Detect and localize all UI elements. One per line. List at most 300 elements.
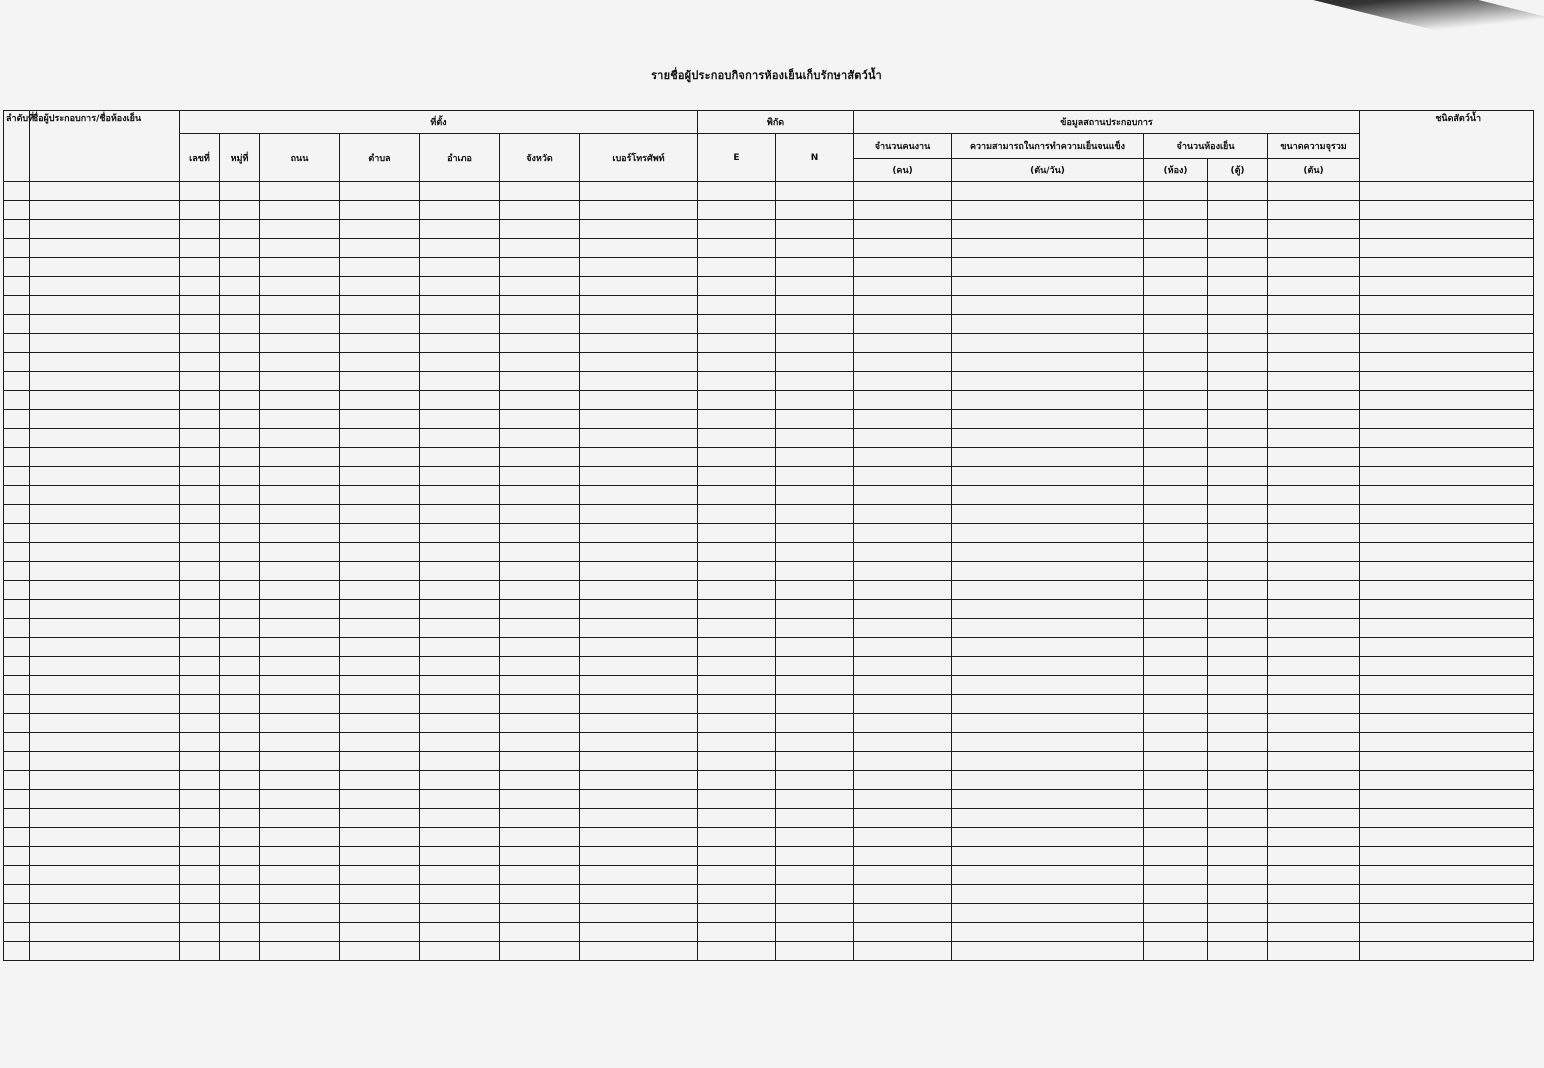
table-cell (1268, 201, 1360, 220)
header-total-size: ขนาดความจุรวม (1268, 134, 1360, 159)
table-cell (1144, 334, 1208, 353)
table-cell (1208, 410, 1268, 429)
table-cell (180, 391, 220, 410)
table-cell (580, 391, 698, 410)
table-cell (420, 429, 500, 448)
table-cell (854, 562, 952, 581)
table-cell (4, 315, 30, 334)
table-cell (30, 277, 180, 296)
table-row (4, 296, 1534, 315)
table-cell (580, 296, 698, 315)
table-cell (698, 714, 776, 733)
table-cell (30, 657, 180, 676)
table-cell (420, 201, 500, 220)
table-cell (1268, 695, 1360, 714)
table-cell (30, 847, 180, 866)
header-capacity: ความสามารถในการทำความเย็นจนแข็ง (952, 134, 1144, 159)
table-cell (180, 220, 220, 239)
table-row (4, 239, 1534, 258)
table-cell (698, 277, 776, 296)
table-cell (220, 524, 260, 543)
table-row (4, 942, 1534, 961)
table-cell (854, 372, 952, 391)
table-cell (1144, 429, 1208, 448)
table-cell (30, 201, 180, 220)
table-cell (1208, 182, 1268, 201)
table-cell (30, 676, 180, 695)
table-cell (1208, 239, 1268, 258)
table-cell (180, 752, 220, 771)
table-cell (4, 790, 30, 809)
table-cell (854, 771, 952, 790)
table-cell (952, 372, 1144, 391)
table-cell (420, 239, 500, 258)
table-cell (340, 429, 420, 448)
table-cell (420, 410, 500, 429)
table-cell (180, 372, 220, 391)
table-cell (854, 220, 952, 239)
table-cell (4, 847, 30, 866)
header-province: จังหวัด (500, 134, 580, 182)
table-cell (952, 923, 1144, 942)
table-cell (1268, 942, 1360, 961)
table-cell (1360, 429, 1534, 448)
table-cell (1144, 600, 1208, 619)
table-cell (500, 239, 580, 258)
table-cell (698, 258, 776, 277)
table-cell (500, 429, 580, 448)
table-cell (854, 277, 952, 296)
table-cell (1268, 676, 1360, 695)
table-cell (1144, 733, 1208, 752)
table-cell (952, 809, 1144, 828)
table-cell (854, 638, 952, 657)
table-cell (260, 790, 340, 809)
table-cell (952, 638, 1144, 657)
table-cell (698, 790, 776, 809)
table-cell (580, 752, 698, 771)
table-cell (180, 296, 220, 315)
table-cell (260, 562, 340, 581)
table-cell (340, 752, 420, 771)
table-cell (220, 904, 260, 923)
table-cell (4, 733, 30, 752)
table-cell (580, 486, 698, 505)
table-cell (260, 638, 340, 657)
table-cell (1208, 220, 1268, 239)
table-cell (776, 638, 854, 657)
table-cell (420, 657, 500, 676)
table-body (4, 182, 1534, 961)
table-cell (1268, 258, 1360, 277)
table-cell (1144, 486, 1208, 505)
table-cell (4, 391, 30, 410)
table-cell (220, 239, 260, 258)
table-cell (952, 201, 1144, 220)
header-business-info: ข้อมูลสถานประกอบการ (854, 111, 1360, 134)
table-cell (1360, 619, 1534, 638)
table-cell (776, 562, 854, 581)
table-cell (340, 600, 420, 619)
table-cell (180, 809, 220, 828)
table-cell (580, 239, 698, 258)
table-cell (1208, 429, 1268, 448)
table-cell (854, 201, 952, 220)
table-row (4, 904, 1534, 923)
table-cell (1360, 543, 1534, 562)
table-cell (1208, 543, 1268, 562)
unit-workers: (คน) (854, 159, 952, 182)
table-cell (1360, 714, 1534, 733)
table-cell (854, 258, 952, 277)
table-cell (698, 239, 776, 258)
table-cell (220, 657, 260, 676)
table-cell (420, 904, 500, 923)
table-cell (1268, 600, 1360, 619)
table-row (4, 410, 1534, 429)
table-cell (180, 448, 220, 467)
table-cell (180, 486, 220, 505)
table-cell (1208, 258, 1268, 277)
table-cell (1144, 315, 1208, 334)
table-cell (220, 562, 260, 581)
table-cell (952, 258, 1144, 277)
table-cell (420, 220, 500, 239)
table-cell (260, 771, 340, 790)
table-cell (180, 239, 220, 258)
table-cell (420, 258, 500, 277)
table-cell (580, 600, 698, 619)
table-cell (1208, 847, 1268, 866)
table-cell (1144, 410, 1208, 429)
table-cell (340, 866, 420, 885)
header-moo: หมู่ที่ (220, 134, 260, 182)
table-cell (952, 676, 1144, 695)
table-cell (340, 467, 420, 486)
header-subdistrict: ตำบล (340, 134, 420, 182)
table-cell (180, 847, 220, 866)
table-cell (952, 429, 1144, 448)
table-cell (4, 467, 30, 486)
table-cell (698, 372, 776, 391)
table-cell (30, 220, 180, 239)
table-cell (340, 315, 420, 334)
table-cell (340, 562, 420, 581)
table-cell (340, 714, 420, 733)
table-cell (260, 258, 340, 277)
table-cell (776, 809, 854, 828)
table-cell (340, 486, 420, 505)
table-cell (1144, 752, 1208, 771)
table-cell (420, 866, 500, 885)
table-cell (1360, 220, 1534, 239)
table-cell (580, 543, 698, 562)
table-cell (776, 904, 854, 923)
table-cell (1144, 828, 1208, 847)
table-cell (1268, 809, 1360, 828)
table-cell (580, 315, 698, 334)
table-cell (854, 714, 952, 733)
table-cell (420, 315, 500, 334)
table-row (4, 220, 1534, 239)
table-cell (1208, 733, 1268, 752)
table-cell (30, 505, 180, 524)
table-cell (500, 752, 580, 771)
registry-table (3, 110, 1534, 961)
table-cell (1268, 923, 1360, 942)
table-cell (1360, 505, 1534, 524)
table-cell (698, 923, 776, 942)
table-cell (420, 277, 500, 296)
table-cell (854, 828, 952, 847)
table-cell (420, 543, 500, 562)
table-cell (698, 809, 776, 828)
table-cell (340, 182, 420, 201)
table-row (4, 277, 1534, 296)
table-cell (30, 524, 180, 543)
table-row (4, 714, 1534, 733)
table-cell (580, 847, 698, 866)
table-cell (260, 543, 340, 562)
header-coordinates: พิกัด (698, 111, 854, 134)
table-cell (952, 543, 1144, 562)
table-cell (854, 657, 952, 676)
table-cell (30, 942, 180, 961)
header-house-no: เลขที่ (180, 134, 220, 182)
table-cell (952, 942, 1144, 961)
table-cell (260, 904, 340, 923)
header-workers: จำนวนคนงาน (854, 134, 952, 159)
table-cell (854, 239, 952, 258)
table-cell (420, 828, 500, 847)
table-cell (30, 448, 180, 467)
table-cell (1360, 296, 1534, 315)
table-cell (220, 315, 260, 334)
table-cell (952, 524, 1144, 543)
table-cell (1268, 296, 1360, 315)
table-cell (340, 942, 420, 961)
table-cell (1360, 315, 1534, 334)
table-cell (220, 714, 260, 733)
page-corner-shadow (1312, 0, 1544, 55)
table-cell (580, 733, 698, 752)
table-cell (952, 904, 1144, 923)
table-cell (854, 600, 952, 619)
table-cell (260, 847, 340, 866)
table-cell (260, 657, 340, 676)
table-cell (776, 695, 854, 714)
table-cell (854, 448, 952, 467)
table-cell (1208, 600, 1268, 619)
table-cell (1268, 391, 1360, 410)
table-cell (1268, 733, 1360, 752)
table-cell (952, 619, 1144, 638)
table-cell (854, 391, 952, 410)
table-cell (4, 258, 30, 277)
table-cell (30, 904, 180, 923)
table-cell (698, 410, 776, 429)
table-cell (698, 752, 776, 771)
table-cell (1144, 353, 1208, 372)
table-cell (854, 733, 952, 752)
table-cell (1144, 562, 1208, 581)
table-cell (220, 410, 260, 429)
table-cell (698, 942, 776, 961)
table-cell (340, 771, 420, 790)
table-cell (260, 581, 340, 600)
table-cell (30, 258, 180, 277)
table-cell (4, 429, 30, 448)
table-cell (698, 429, 776, 448)
table-cell (776, 486, 854, 505)
table-cell (580, 923, 698, 942)
table-cell (500, 771, 580, 790)
table-cell (1208, 448, 1268, 467)
table-cell (580, 657, 698, 676)
table-cell (580, 524, 698, 543)
table-row (4, 467, 1534, 486)
table-cell (698, 543, 776, 562)
table-cell (260, 505, 340, 524)
table-cell (1208, 524, 1268, 543)
table-cell (500, 182, 580, 201)
table-cell (340, 923, 420, 942)
table-cell (1144, 239, 1208, 258)
table-cell (30, 182, 180, 201)
table-cell (854, 505, 952, 524)
table-cell (30, 695, 180, 714)
table-cell (220, 581, 260, 600)
table-cell (854, 334, 952, 353)
table-cell (1144, 942, 1208, 961)
table-cell (698, 771, 776, 790)
table-cell (180, 429, 220, 448)
table-cell (4, 296, 30, 315)
table-cell (854, 904, 952, 923)
table-cell (580, 790, 698, 809)
table-cell (180, 258, 220, 277)
table-cell (340, 239, 420, 258)
table-cell (952, 277, 1144, 296)
table-cell (776, 600, 854, 619)
table-cell (340, 676, 420, 695)
table-cell (260, 429, 340, 448)
table-cell (500, 638, 580, 657)
table-cell (180, 410, 220, 429)
table-cell (1144, 809, 1208, 828)
table-cell (4, 619, 30, 638)
table-cell (854, 581, 952, 600)
table-cell (220, 695, 260, 714)
table-cell (4, 752, 30, 771)
table-cell (776, 942, 854, 961)
table-row (4, 315, 1534, 334)
table-cell (952, 410, 1144, 429)
document-title: รายชื่อผู้ประกอบกิจการห้องเย็นเก็บรักษาสัตว์น้ำ (651, 69, 882, 82)
table-cell (776, 448, 854, 467)
table-cell (776, 201, 854, 220)
table-cell (1360, 277, 1534, 296)
table-cell (1144, 923, 1208, 942)
table-row (4, 201, 1534, 220)
table-cell (776, 258, 854, 277)
table-cell (1268, 524, 1360, 543)
table-cell (500, 258, 580, 277)
table-cell (180, 315, 220, 334)
table-cell (260, 524, 340, 543)
table-cell (180, 904, 220, 923)
table-cell (30, 600, 180, 619)
table-row (4, 334, 1534, 353)
table-cell (776, 220, 854, 239)
table-cell (854, 429, 952, 448)
table-cell (220, 809, 260, 828)
table-cell (420, 638, 500, 657)
table-cell (260, 448, 340, 467)
table-cell (260, 315, 340, 334)
table-cell (180, 619, 220, 638)
table-cell (854, 524, 952, 543)
table-cell (260, 239, 340, 258)
table-cell (420, 619, 500, 638)
table-cell (1360, 410, 1534, 429)
table-cell (340, 410, 420, 429)
table-cell (340, 201, 420, 220)
table-cell (500, 524, 580, 543)
table-row (4, 486, 1534, 505)
table-cell (952, 505, 1144, 524)
table-cell (340, 657, 420, 676)
table-cell (952, 695, 1144, 714)
table-cell (1268, 828, 1360, 847)
table-cell (1360, 733, 1534, 752)
table-cell (952, 391, 1144, 410)
header-operator: ชื่อผู้ประกอบการ/ชื่อห้องเย็น (30, 111, 180, 182)
table-cell (580, 695, 698, 714)
table-cell (4, 182, 30, 201)
table-cell (952, 182, 1144, 201)
table-cell (1268, 372, 1360, 391)
table-cell (260, 885, 340, 904)
table-cell (854, 296, 952, 315)
table-cell (260, 296, 340, 315)
table-cell (4, 942, 30, 961)
table-cell (1360, 885, 1534, 904)
table-cell (30, 239, 180, 258)
table-cell (4, 866, 30, 885)
table-cell (698, 448, 776, 467)
table-cell (854, 752, 952, 771)
table-cell (220, 448, 260, 467)
table-cell (1268, 771, 1360, 790)
table-cell (30, 619, 180, 638)
table-row (4, 790, 1534, 809)
table-cell (698, 600, 776, 619)
table-cell (1144, 771, 1208, 790)
table-cell (1268, 752, 1360, 771)
table-cell (500, 619, 580, 638)
table-row (4, 638, 1534, 657)
table-cell (220, 258, 260, 277)
table-cell (220, 847, 260, 866)
table-cell (1208, 296, 1268, 315)
table-cell (30, 429, 180, 448)
table-cell (180, 923, 220, 942)
table-cell (1268, 619, 1360, 638)
table-cell (1360, 676, 1534, 695)
table-cell (180, 771, 220, 790)
header-species: ชนิดสัตว์น้ำ (1360, 111, 1534, 182)
